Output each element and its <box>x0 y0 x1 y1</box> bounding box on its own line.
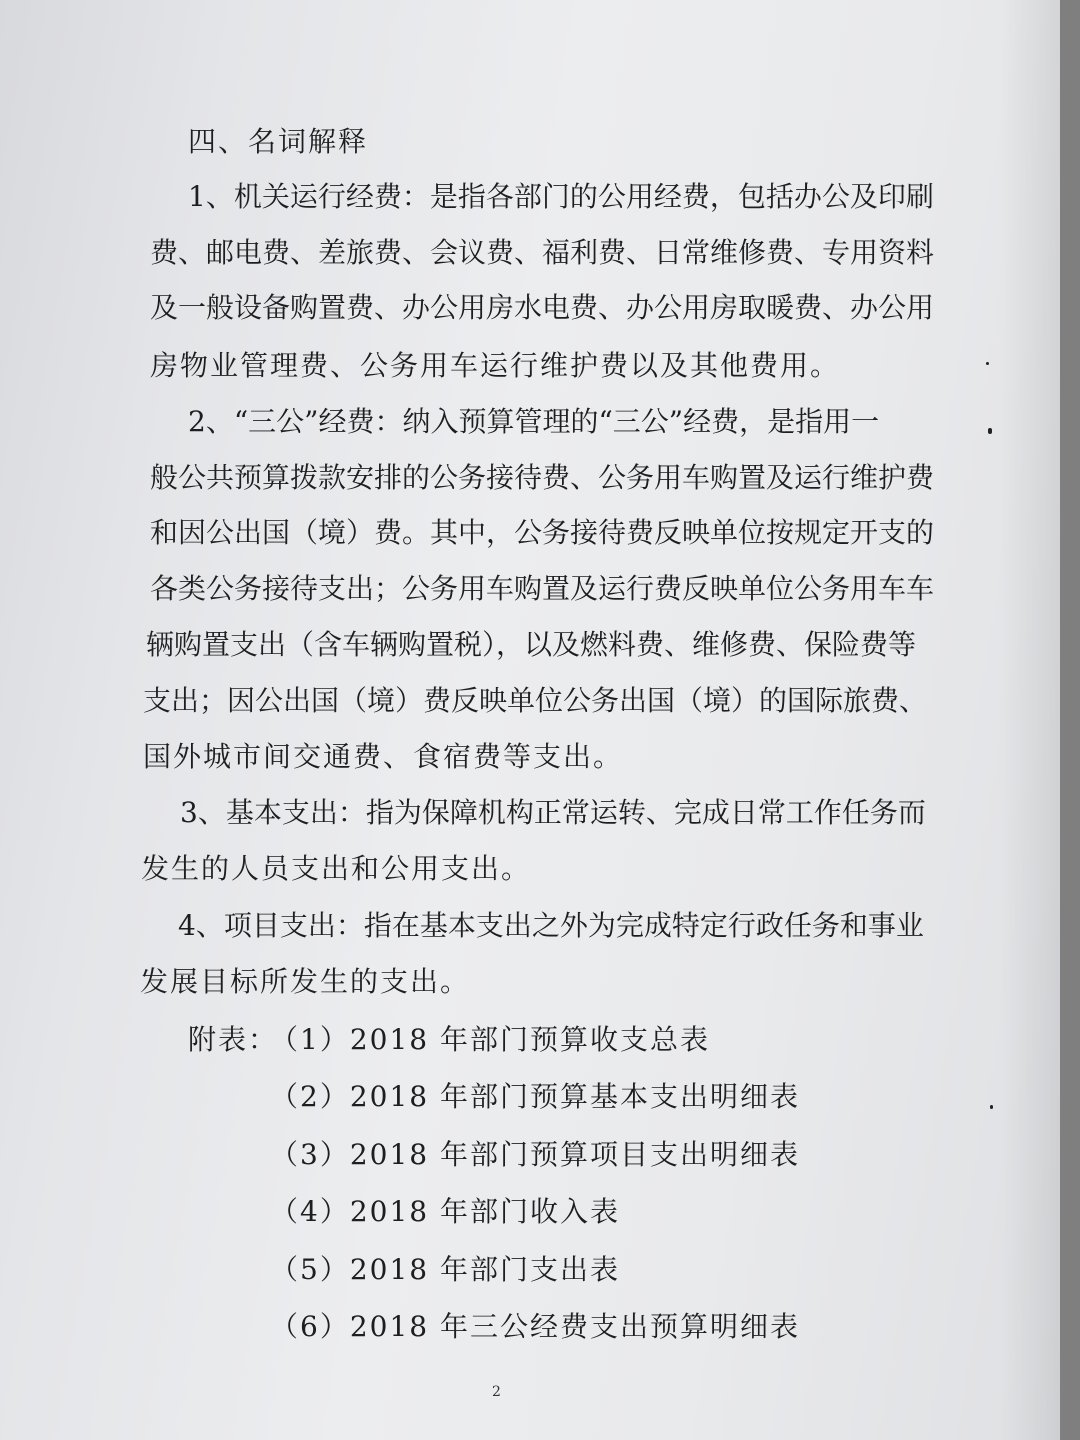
item-2-line-2: 般公共预算拨款安排的公务接待费、公务用车购置及运行维护费 <box>150 461 935 494</box>
item-2-line-3: 和因公出国（境）费。其中，公务接待费反映单位按规定开支的 <box>150 516 935 549</box>
paper-speck <box>986 362 989 365</box>
item-1-line-3: 及一般设备购置费、办公用房水电费、办公用房取暖费、办公用 <box>150 291 935 324</box>
item-1-line-2: 费、邮电费、差旅费、会议费、福利费、日常维修费、专用资料 <box>150 236 935 269</box>
section-heading: 四、名词解释 <box>188 125 369 158</box>
attachment-5: （5）2018 年部门支出表 <box>270 1253 620 1286</box>
item-2-line-6: 支出；因公出国（境）费反映单位公务出国（境）的国际旅费、 <box>143 684 928 717</box>
item-4-line-1: 4、项目支出：指在基本支出之外为完成特定行政任务和事业 <box>178 909 924 942</box>
item-2-line-5: 辆购置支出（含车辆购置税），以及燃料费、维修费、保险费等 <box>146 628 917 661</box>
paper-speck <box>990 1105 993 1109</box>
attachments-label: 附表： <box>188 1023 279 1056</box>
attachment-3: （3）2018 年部门预算项目支出明细表 <box>270 1138 800 1171</box>
item-3-line-2: 发生的人员支出和公用支出。 <box>141 852 532 885</box>
item-1-line-4: 房物业管理费、公务用车运行维护费以及其他费用。 <box>150 349 841 382</box>
item-1-line-1: 1、机关运行经费：是指各部门的公用经费，包括办公及印刷 <box>188 180 934 213</box>
item-2-line-1: 2、“三公”经费：纳入预算管理的“三公”经费，是指用一 <box>188 405 880 438</box>
item-2-line-4: 各类公务接待支出；公务用车购置及运行费反映单位公务用车车 <box>150 572 935 605</box>
item-4-line-2: 发展目标所发生的支出。 <box>140 965 471 998</box>
attachment-1: （1）2018 年部门预算收支总表 <box>270 1023 710 1056</box>
item-2-line-7: 国外城市间交通费、食宿费等支出。 <box>143 740 624 773</box>
paper-speck <box>988 428 992 434</box>
page-number: 2 <box>492 1384 501 1400</box>
item-3-line-1: 3、基本支出：指为保障机构正常运转、完成日常工作任务而 <box>180 796 926 829</box>
attachment-2: （2）2018 年部门预算基本支出明细表 <box>270 1080 800 1113</box>
attachment-4: （4）2018 年部门收入表 <box>270 1195 620 1228</box>
attachment-6: （6）2018 年三公经费支出预算明细表 <box>270 1310 800 1343</box>
